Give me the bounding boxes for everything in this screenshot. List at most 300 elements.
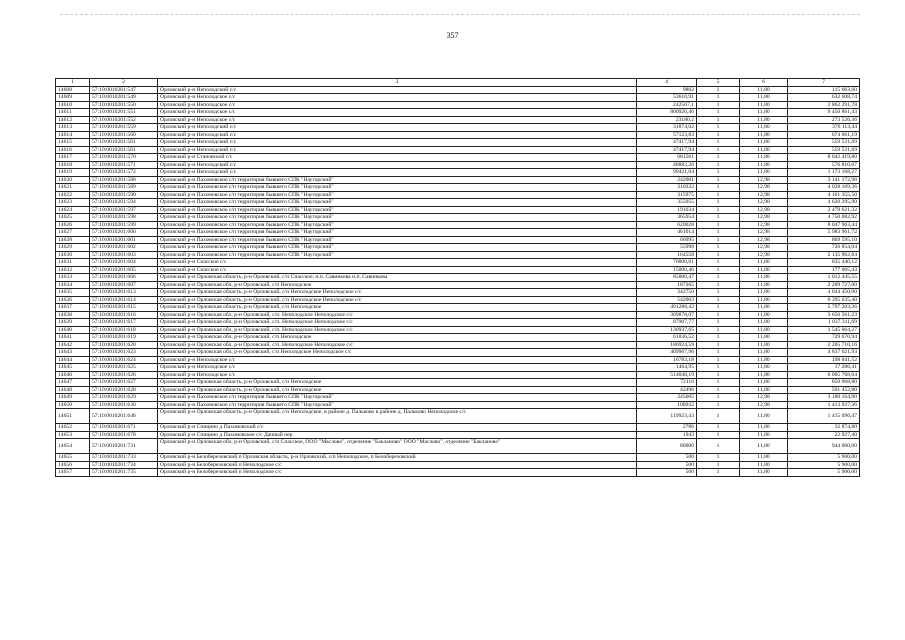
address-cell: Орловский р-н Орловская обл, р-н Орловский, с/п. Неполодское Неполодское с/с	[158, 326, 637, 334]
rate-cell: 11,80	[740, 454, 788, 462]
cadastral-number-cell: 57:10:0010201:735	[90, 469, 158, 477]
rate-cell: 11,80	[740, 424, 788, 432]
address-cell: Орловский р-н Неполодское с/с	[158, 364, 637, 372]
cadastral-number-cell: 57:10:0010201:628	[90, 386, 158, 394]
address-cell: Орловский р-н Пахомовское с/п территория бывшего СПК "Наугорский"	[158, 191, 637, 199]
rate-cell: 11,80	[740, 281, 788, 289]
row-number-cell: 14645	[56, 364, 90, 372]
row-number-cell: 14632	[56, 266, 90, 274]
rate-cell: 11,80	[740, 409, 788, 424]
rate-cell: 11,80	[740, 124, 788, 132]
cadastral-number-cell: 57:10:0010201:623	[90, 349, 158, 357]
row-number-cell: 14657	[56, 469, 90, 477]
area-value-cell: 461014	[637, 229, 697, 237]
rate-cell: 11,80	[740, 259, 788, 267]
cadastral-cost-cell: 1 037 311,69	[788, 319, 860, 327]
area-value-cell: 491288,42	[637, 304, 697, 312]
row-number-cell: 14638	[56, 311, 90, 319]
row-number-cell: 14619	[56, 169, 90, 177]
cadastral-cost-cell: 576 810,67	[788, 161, 860, 169]
area-value-cell: 99421,04	[637, 169, 697, 177]
row-number-cell: 14629	[56, 244, 90, 252]
count-cell: 1	[697, 229, 740, 237]
cadastral-number-cell: 57:10:0010201:617	[90, 319, 158, 327]
rate-cell: 12,98	[740, 394, 788, 402]
address-cell: Орловский р-н Пахомовское с/п территория бывшего СПК "Наугорский"	[158, 176, 637, 184]
count-cell: 1	[697, 199, 740, 207]
header-cell: 7	[788, 79, 860, 87]
row-number-cell: 14616	[56, 146, 90, 154]
scan-top-border	[60, 14, 860, 15]
table-row	[56, 266, 860, 274]
rate-cell: 11,80	[740, 356, 788, 364]
table-row	[56, 101, 860, 109]
count-cell: 1	[697, 319, 740, 327]
row-number-cell: 14613	[56, 124, 90, 132]
address-cell: Орловский р-н Орловская обл, р-н Орловский, с/п Спасское, ООО "Маслово", отделение "Бакланово" ООО "Маслово", отделение "Бакланово"	[158, 439, 637, 454]
table-row	[56, 154, 860, 162]
cadastral-number-cell: 57:10:0010201:605	[90, 266, 158, 274]
table-row	[56, 259, 860, 267]
row-number-cell: 14644	[56, 356, 90, 364]
area-value-cell: 80000	[637, 439, 697, 454]
row-number-cell: 14647	[56, 379, 90, 387]
address-cell: Орловский р-н Белоберезовский п Орловская область, р-н Орловский, с/п Неполодское, п Белоберезовский	[158, 454, 637, 462]
area-value-cell: 15000,46	[637, 266, 697, 274]
area-value-cell: 355955	[637, 199, 697, 207]
address-cell: Орловский р-н Неполодский с/с	[158, 161, 637, 169]
cadastral-cost-cell: 2 135 962,84	[788, 251, 860, 259]
table-row	[56, 176, 860, 184]
cadastral-number-cell: 57:10:0010201:607	[90, 281, 158, 289]
table-row	[56, 124, 860, 132]
row-number-cell: 14620	[56, 176, 90, 184]
table-row	[56, 161, 860, 169]
rate-cell: 11,80	[740, 266, 788, 274]
cadastral-cost-cell: 6 395 635,40	[788, 296, 860, 304]
area-value-cell: 130937,65	[637, 326, 697, 334]
row-number-cell: 14608	[56, 86, 90, 94]
rate-cell: 11,80	[740, 289, 788, 297]
rate-cell: 11,80	[740, 386, 788, 394]
rate-cell: 11,80	[740, 131, 788, 139]
row-number-cell: 14648	[56, 386, 90, 394]
table-row	[56, 311, 860, 319]
rate-cell: 11,80	[740, 274, 788, 282]
area-value-cell: 186924,59	[637, 341, 697, 349]
table-row	[56, 281, 860, 289]
cadastral-cost-cell: 3 656 561,23	[788, 311, 860, 319]
count-cell: 1	[697, 311, 740, 319]
table-row	[56, 86, 860, 94]
address-cell: Орловский р-н Белоберезовский п Неполодское с/с	[158, 469, 637, 477]
count-cell: 1	[697, 221, 740, 229]
table-row	[56, 326, 860, 334]
address-cell: Орловский р-н Неполодский с/с	[158, 131, 637, 139]
cadastral-number-cell: 57:10:0010201:570	[90, 154, 158, 162]
row-number-cell: 14612	[56, 116, 90, 124]
table-row	[56, 94, 860, 102]
count-cell: 1	[697, 386, 740, 394]
table-row	[56, 236, 860, 244]
area-value-cell: 1943	[637, 431, 697, 439]
area-value-cell: 31874,02	[637, 124, 697, 132]
table-row	[56, 409, 860, 424]
address-cell: Орловский р-н Орловская область, р-н Орловский, с/п Неполодское, в районе д. Пальково в районе д. Пальково Неполодское с/с	[158, 409, 637, 424]
table-row	[56, 349, 860, 357]
cadastral-cost-cell: 1 012 445,55	[788, 274, 860, 282]
area-value-cell: 800920,46	[637, 109, 697, 117]
address-cell: Орловский р-н Орловская область, р-н Орловский, с/п Спасское, н.п. Савинкова н.п. Савинкова	[158, 274, 637, 282]
rate-cell: 11,80	[740, 371, 788, 379]
count-cell: 1	[697, 266, 740, 274]
cadastral-cost-cell: 559 531,69	[788, 139, 860, 147]
rate-cell: 11,80	[740, 349, 788, 357]
address-cell: Орловский р-н Орловская область, р-н Орловский, с/п Неполодское Неполодское с/с	[158, 289, 637, 297]
address-cell: Орловский р-н Неполодский с/с	[158, 146, 637, 154]
cadastral-number-cell: 57:10:0010201:589	[90, 184, 158, 192]
cadastral-number-cell: 57:10:0010201:588	[90, 176, 158, 184]
count-cell: 1	[697, 259, 740, 267]
address-cell: Орловский р-н Неполодский с/с	[158, 169, 637, 177]
table-row	[56, 431, 860, 439]
table-row	[56, 289, 860, 297]
cadastral-cost-cell: 198 041,52	[788, 356, 860, 364]
cadastral-cost-cell: 3 141 172,98	[788, 176, 860, 184]
row-number-cell: 14627	[56, 229, 90, 237]
area-value-cell: 66995	[637, 236, 697, 244]
area-value-cell: 245005	[637, 394, 697, 402]
table-row	[56, 364, 860, 372]
count-cell: 1	[697, 274, 740, 282]
cadastral-cost-cell: 17 286,41	[788, 364, 860, 372]
address-cell: Орловский р-н Спицино д Пахомовский с/с	[158, 424, 637, 432]
table-row	[56, 169, 860, 177]
row-number-cell: 14635	[56, 289, 90, 297]
cadastral-cost-cell: 2 209 727,00	[788, 281, 860, 289]
address-cell: Орловский р-н Пахомовское с/п территория бывшего СПК "Наугорский"	[158, 206, 637, 214]
rate-cell: 11,80	[740, 439, 788, 454]
cadastral-number-cell: 57:10:0010201:560	[90, 131, 158, 139]
row-number-cell: 14653	[56, 431, 90, 439]
count-cell: 1	[697, 169, 740, 177]
cadastral-cost-cell: 850 968,80	[788, 379, 860, 387]
cadastral-cost-cell: 2 862 291,78	[788, 101, 860, 109]
cadastral-cost-cell: 1 173 168,27	[788, 169, 860, 177]
cadastral-number-cell: 57:10:0010201:547	[90, 86, 158, 94]
row-number-cell: 14640	[56, 326, 90, 334]
count-cell: 1	[697, 244, 740, 252]
area-value-cell: 500	[637, 454, 697, 462]
table-row	[56, 424, 860, 432]
cadastral-cost-cell: 4 028 109,36	[788, 184, 860, 192]
area-value-cell: 70800,01	[637, 259, 697, 267]
cadastral-number-cell: 57:10:0010201:614	[90, 296, 158, 304]
header-cell: 6	[740, 79, 788, 87]
row-number-cell: 14626	[56, 221, 90, 229]
cadastral-cost-cell: 4 837 621,93	[788, 349, 860, 357]
cadastral-number-cell: 57:10:0010201:606	[90, 274, 158, 282]
count-cell: 1	[697, 461, 740, 469]
count-cell: 1	[697, 131, 740, 139]
table-row	[56, 461, 860, 469]
area-value-cell: 48882,26	[637, 161, 697, 169]
cadastral-number-cell: 57:10:0010201:571	[90, 161, 158, 169]
cadastral-cost-cell: 4 750 082,92	[788, 214, 860, 222]
area-value-cell: 310332	[637, 184, 697, 192]
area-value-cell: 72116	[637, 379, 697, 387]
count-cell: 1	[697, 356, 740, 364]
cadastral-number-cell: 57:10:0010201:551	[90, 109, 158, 117]
table-row	[56, 334, 860, 342]
rate-cell: 11,80	[740, 469, 788, 477]
area-value-cell: 500	[637, 461, 697, 469]
table-row	[56, 116, 860, 124]
count-cell: 1	[697, 86, 740, 94]
rate-cell: 11,80	[740, 116, 788, 124]
row-number-cell: 14646	[56, 371, 90, 379]
area-value-cell: 365954	[637, 214, 697, 222]
header-cell: 1	[56, 79, 90, 87]
table-row	[56, 454, 860, 462]
row-number-cell: 14655	[56, 454, 90, 462]
area-value-cell: 61836,52	[637, 334, 697, 342]
cadastral-cost-cell: 5 983 961,72	[788, 229, 860, 237]
row-number-cell: 14622	[56, 191, 90, 199]
area-value-cell: 187265	[637, 281, 697, 289]
table-row	[56, 206, 860, 214]
count-cell: 1	[697, 214, 740, 222]
area-value-cell: 500	[637, 469, 697, 477]
cadastral-value-table	[55, 78, 860, 477]
area-value-cell: 57123,83	[637, 131, 697, 139]
cadastral-number-cell: 57:10:0010201:627	[90, 379, 158, 387]
rate-cell: 12,98	[740, 244, 788, 252]
rate-cell: 11,80	[740, 169, 788, 177]
count-cell: 1	[697, 454, 740, 462]
count-cell: 1	[697, 109, 740, 117]
row-number-cell: 14641	[56, 334, 90, 342]
cadastral-number-cell: 57:10:0010201:604	[90, 259, 158, 267]
cadastral-cost-cell: 8 042 419,80	[788, 154, 860, 162]
address-cell: Орловский р-н Пахомовское с/п территория бывшего СПК "Наугорский"	[158, 184, 637, 192]
cadastral-cost-cell: 376 113,44	[788, 124, 860, 132]
count-cell: 1	[697, 394, 740, 402]
row-number-cell: 14650	[56, 401, 90, 409]
rate-cell: 11,80	[740, 154, 788, 162]
rate-cell: 12,98	[740, 191, 788, 199]
area-value-cell: 164558	[637, 251, 697, 259]
row-number-cell: 14631	[56, 259, 90, 267]
table-row	[56, 401, 860, 409]
rate-cell: 12,98	[740, 176, 788, 184]
cadastral-number-cell: 57:10:0010201:594	[90, 199, 158, 207]
area-value-cell: 87907,77	[637, 319, 697, 327]
address-cell: Орловский р-н Неполодский с/с	[158, 86, 637, 94]
table-row	[56, 356, 860, 364]
address-cell: Орловский р-н Пахомовское с/п территория бывшего СПК "Наугорский"	[158, 394, 637, 402]
address-cell: Орловский р-н Спасское с/с	[158, 259, 637, 267]
rate-cell: 11,80	[740, 364, 788, 372]
area-value-cell: 16783,18	[637, 356, 697, 364]
row-number-cell: 14630	[56, 251, 90, 259]
table-row	[56, 341, 860, 349]
cadastral-number-cell: 57:10:0010201:600	[90, 229, 158, 237]
cadastral-cost-cell: 674 061,19	[788, 131, 860, 139]
count-cell: 1	[697, 296, 740, 304]
address-cell: Орловский р-н Становской с/с	[158, 154, 637, 162]
cadastral-cost-cell: 1 413 937,36	[788, 401, 860, 409]
row-number-cell: 14615	[56, 139, 90, 147]
count-cell: 1	[697, 101, 740, 109]
page-number: 357	[446, 31, 459, 40]
address-cell: Орловский р-н Орловская обл, р-н Орловский, с/п Неполодское Неполодское с/с	[158, 349, 637, 357]
count-cell: 1	[697, 139, 740, 147]
cadastral-number-cell: 57:10:0010201:678	[90, 431, 158, 439]
cadastral-number-cell: 57:10:0010201:671	[90, 424, 158, 432]
address-cell: Орловский р-н Неполодское с/с	[158, 101, 637, 109]
rate-cell: 11,80	[740, 319, 788, 327]
count-cell: 1	[697, 431, 740, 439]
cadastral-cost-cell: 5 797 203,36	[788, 304, 860, 312]
row-number-cell: 14642	[56, 341, 90, 349]
rate-cell: 11,80	[740, 101, 788, 109]
count-cell: 1	[697, 94, 740, 102]
address-cell: Орловский р-н Неполодское с/с	[158, 109, 637, 117]
address-cell: Орловский р-н Пахомовское с/п территория бывшего СПК "Наугорский"	[158, 199, 637, 207]
rate-cell: 12,98	[740, 184, 788, 192]
area-value-cell: 2786	[637, 424, 697, 432]
address-cell: Орловский р-н Неполодский с/с	[158, 139, 637, 147]
address-cell: Орловский р-н Пахомовское с/п территория бывшего СПК "Наугорский"	[158, 244, 637, 252]
address-cell: Орловский р-н Пахомовское с/п территория бывшего СПК "Наугорский"	[158, 214, 637, 222]
count-cell: 1	[697, 341, 740, 349]
address-cell: Орловский р-н Неполодское с/с	[158, 371, 637, 379]
address-cell: Орловский р-н Орловская обл, р-н Орловский, с/п. Неполодское Неполодское с/с	[158, 341, 637, 349]
count-cell: 1	[697, 371, 740, 379]
address-cell: Орловский р-н Спасское с/с	[158, 266, 637, 274]
table-row	[56, 296, 860, 304]
rate-cell: 11,80	[740, 326, 788, 334]
table-row	[56, 199, 860, 207]
address-cell: Орловский р-н Пахомовское с/п территория бывшего СПК "Наугорский"	[158, 236, 637, 244]
cadastral-cost-cell: 1 545 064,27	[788, 326, 860, 334]
area-value-cell: 85800,47	[637, 274, 697, 282]
count-cell: 1	[697, 116, 740, 124]
row-number-cell: 14611	[56, 109, 90, 117]
rate-cell: 11,80	[740, 304, 788, 312]
address-cell: Орловский р-н Неполодское с/с	[158, 356, 637, 364]
area-value-cell: 315975	[637, 191, 697, 199]
count-cell: 1	[697, 304, 740, 312]
table-row	[56, 371, 860, 379]
count-cell: 1	[697, 281, 740, 289]
table-row	[56, 379, 860, 387]
table-row	[56, 139, 860, 147]
cadastral-number-cell: 57:10:0010201:561	[90, 146, 158, 154]
cadastral-number-cell: 57:10:0010201:629	[90, 394, 158, 402]
rate-cell: 11,80	[740, 341, 788, 349]
area-value-cell: 242001	[637, 176, 697, 184]
address-cell: Орловский р-н Неполодское с/с	[158, 94, 637, 102]
table-row	[56, 439, 860, 454]
cadastral-number-cell: 57:10:0010201:550	[90, 101, 158, 109]
row-number-cell: 14609	[56, 94, 90, 102]
count-cell: 1	[697, 206, 740, 214]
area-value-cell: 108932	[637, 401, 697, 409]
address-cell: Орловский р-н Орловская обл, р-н Орловский, с/п Неполодское	[158, 334, 637, 342]
cadastral-number-cell: 57:10:0010201:734	[90, 461, 158, 469]
area-value-cell: 1464,95	[637, 364, 697, 372]
cadastral-number-cell: 57:10:0010201:602	[90, 244, 158, 252]
row-number-cell: 14617	[56, 154, 90, 162]
cadastral-number-cell: 57:10:0010201:626	[90, 371, 158, 379]
area-value-cell: 119923,43	[637, 409, 697, 424]
area-value-cell: 23180,2	[637, 116, 697, 124]
count-cell: 1	[697, 409, 740, 424]
address-cell: Орловский р-н Орловская область, р-н Орловский, с/п Неполодское	[158, 304, 637, 312]
area-value-cell: 42496	[637, 386, 697, 394]
cadastral-cost-cell: 559 531,69	[788, 146, 860, 154]
cadastral-cost-cell: 6 065 768,64	[788, 371, 860, 379]
cadastral-number-cell: 57:10:0010201:552	[90, 116, 158, 124]
cadastral-number-cell: 57:10:0010201:561	[90, 139, 158, 147]
cadastral-cost-cell: 22 927,40	[788, 431, 860, 439]
area-value-cell: 55998	[637, 244, 697, 252]
cadastral-cost-cell: 4 620 295,90	[788, 199, 860, 207]
cadastral-cost-cell: 9 450 861,43	[788, 109, 860, 117]
rate-cell: 11,80	[740, 161, 788, 169]
cadastral-number-cell: 57:10:0010201:620	[90, 341, 158, 349]
count-cell: 1	[697, 349, 740, 357]
rate-cell: 12,98	[740, 199, 788, 207]
table-row	[56, 244, 860, 252]
table-row	[56, 394, 860, 402]
area-value-cell: 9802	[637, 86, 697, 94]
count-cell: 1	[697, 334, 740, 342]
address-cell: Орловский р-н Орловская область, р-н Орловский, с/п Неполодское Неполодское с/с	[158, 296, 637, 304]
cadastral-cost-cell: 632 608,74	[788, 94, 860, 102]
table-row	[56, 386, 860, 394]
cadastral-cost-cell: 729 670,94	[788, 334, 860, 342]
row-number-cell: 14652	[56, 424, 90, 432]
cadastral-cost-cell: 4 044 450,00	[788, 289, 860, 297]
row-number-cell: 14628	[56, 236, 90, 244]
row-number-cell: 14614	[56, 131, 90, 139]
table-row	[56, 191, 860, 199]
row-number-cell: 14651	[56, 409, 90, 424]
count-cell: 1	[697, 401, 740, 409]
area-value-cell: 242567,1	[637, 101, 697, 109]
table-row	[56, 304, 860, 312]
cadastral-cost-cell: 177 005,43	[788, 266, 860, 274]
address-cell: Орловский р-н Пахомовское с/п территория бывшего СПК "Наугорский"	[158, 221, 637, 229]
rate-cell: 12,98	[740, 236, 788, 244]
cadastral-number-cell: 57:10:0010201:598	[90, 214, 158, 222]
table-row	[56, 184, 860, 192]
cadastral-number-cell: 57:10:0010201:613	[90, 289, 158, 297]
row-number-cell: 14624	[56, 206, 90, 214]
area-value-cell: 514048,19	[637, 371, 697, 379]
rate-cell: 11,80	[740, 109, 788, 117]
rate-cell: 12,98	[740, 251, 788, 259]
rate-cell: 12,98	[740, 214, 788, 222]
rate-cell: 11,80	[740, 431, 788, 439]
cadastral-cost-cell: 726 854,04	[788, 244, 860, 252]
count-cell: 1	[697, 191, 740, 199]
area-value-cell: 342750	[637, 289, 697, 297]
table-row	[56, 229, 860, 237]
